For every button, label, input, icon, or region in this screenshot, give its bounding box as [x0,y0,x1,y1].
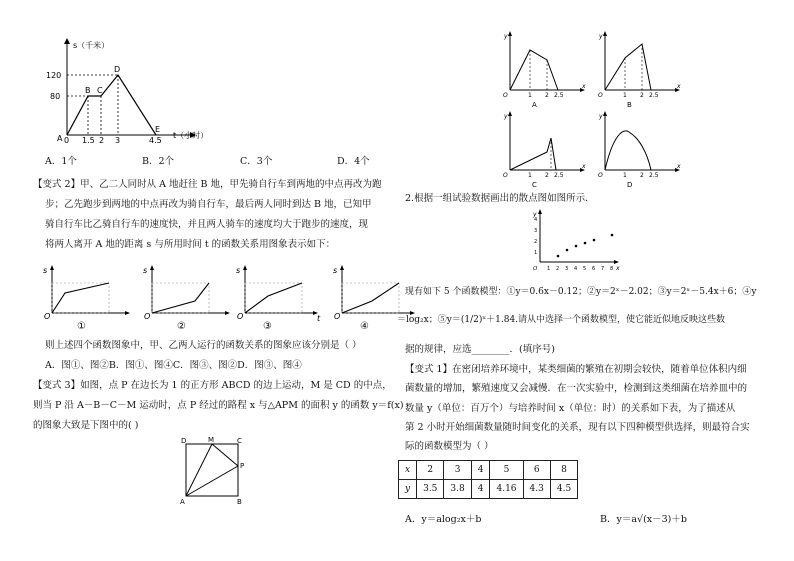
variant3-line-1: 【变式 3】如图，点 P 在边长为 1 的正方形 ABCD 的边上运动，M 是 CD 的中点， [33,380,392,391]
choice-d-x: x [677,163,681,170]
choice-d-tick-1: 1 [623,172,627,179]
choice-c-tick-1: 1 [528,172,532,179]
choice-a-tick-2: 2 [545,92,549,99]
table-cell: 4.5 [550,480,577,499]
choice-c-origin: O [503,172,508,179]
scatter-xtick-2: 2 [556,266,560,272]
table-row [399,480,578,499]
variant3-line-2: 则当 P 沿 A－B－C－M 运动时，点 P 经过的路程 x 与△APM 的面积 y 的函数 y＝f(x) [33,400,404,411]
scatter-xtick-6: 6 [592,266,596,272]
choice-b-tick-2.5: 2.5 [649,92,659,99]
square-label-B: B [237,498,242,506]
choice-d-origin: O [598,172,603,179]
distance-time-graph [40,35,209,150]
square-label-D: D [181,437,187,445]
choice-b-tick-1: 1 [623,92,627,99]
choice-graph-a [500,30,590,108]
scatter-ytick-2: 2 [534,239,538,245]
table-cell: 2 [417,461,444,480]
variant2-graph-3-s: s [236,266,241,275]
choice-b-y: y [599,33,603,40]
choice-graph-d [595,110,685,188]
graph1-ylabel: s（千米） [73,41,110,50]
choice-a-origin: O [503,92,508,99]
variant2-graph-1 [40,263,135,333]
graph1-xtick-2: 2 [99,136,105,145]
table-cell: 4.16 [490,480,523,499]
table-row [399,461,578,480]
scatter-xtick-7: 7 [601,266,605,272]
table-cell: 3.8 [444,480,471,499]
variant2-line-2: 步；乙先跑步到两地的中点再改为骑自行车，最后两人同时到达 B 地，已知甲 [45,199,372,210]
option-1-a: A．1个 [45,156,77,167]
choice-a-tick-1: 1 [528,92,532,99]
square-abcd-figure [178,436,248,508]
graph1-ytick-120: 120 [46,71,62,80]
variant1-option-a: A．y＝alog₂x＋b [405,514,482,525]
graph1-point-C: C [97,86,103,95]
graph1-ytick-80: 80 [50,92,61,101]
square-label-M: M [208,436,215,444]
graph1-point-B: B [85,86,91,95]
variant2-line-4: 将两人离开 A 地的距离 s 与所用时间 t 的函数关系用图象表示如下： [45,239,336,250]
graph1-point-D: D [114,65,121,74]
variant1-line-4: 第 2 小时开始细菌数量随时间变化的关系，现有以下四种模型供选择，则最符合实 [405,422,750,433]
variant2-graph-3-origin: O [237,312,244,321]
graph1-xtick-0: 0 [64,136,70,145]
variant2-graph-4-s: s [333,266,338,275]
scatter-xtick-8: 8 [610,266,614,272]
choice-graph-b [595,30,685,108]
choice-a-y: y [504,33,508,40]
variant1-line-5: 际的函数模型为（ ） [405,441,494,452]
q2-models-line-2: ＝log₂x；⑤y＝(1/2)ˣ＋1.84.请从中选择一个函数模型，使它能近似地反映这些数 [397,315,726,325]
square-label-P: P [240,462,245,470]
graph1-point-A: A [57,134,63,143]
choice-c-tick-2.5: 2.5 [554,172,564,179]
scatter-xtick-3: 3 [565,266,569,272]
table-cell: 4 [471,480,490,499]
choice-c-y: y [504,113,508,120]
table-cell: 8 [550,461,577,480]
scatter-x: x [616,265,620,272]
choice-a-tick-2.5: 2.5 [554,92,564,99]
variant2-graph-3-t: t [317,314,321,323]
bacteria-data-table [398,460,578,499]
choice-d-y: y [599,113,603,120]
graph1-xtick-4.5: 4.5 [149,136,162,145]
variant2-graph-1-label: ① [77,321,86,332]
choice-a-label: A [532,101,537,109]
variant1-line-3: 数量 y（单位：百万个）与培养时间 x（单位：时）的关系如下表，为了描述从 [405,403,736,414]
choice-a-x: x [582,83,586,90]
option-1-c: C．3个 [240,156,273,167]
variant2-graph-1-origin: O [44,312,51,321]
scatter-ytick-4: 4 [534,217,538,223]
choice-d-tick-2.5: 2.5 [649,172,659,179]
option-1-d: D．4个 [337,156,370,167]
table-cell: 4.3 [523,480,550,499]
table-cell: x [399,461,417,480]
scatter-origin: O [533,266,538,272]
choice-d-tick-2: 2 [640,172,644,179]
choice-b-origin: O [598,92,603,99]
q2-models-line-1: 现有如下 5 个函数模型：①y＝0.6x－0.12；②y＝2ˣ－2.02；③y＝2ˣ－5.4x＋6；④y [405,287,757,297]
q2-models-line-3: 据的规律，应选________．(填序号) [405,344,555,355]
choice-graph-c [500,110,590,188]
variant2-graph-4-label: ④ [360,321,369,332]
variant1-line-2: 菌数量的增加，繁殖速度又会减慢．在一次实验中，检测到这类细菌在培养皿中的 [405,383,748,394]
scatter-xtick-5: 5 [583,266,587,272]
variant3-line-3: 的图象大致是下图中的( ) [33,420,139,431]
variant2-graph-3 [233,263,328,333]
variant2-line-3: 骑自行车比乙骑自行车的速度快，并且两人骑车的速度均大于跑步的速度，现 [45,219,369,230]
scatter-y: y [533,211,537,218]
choice-c-label: C [532,181,537,189]
table-cell: 3 [444,461,471,480]
q2-intro: 2.根据一组试验数据画出的散点图如图所示． [405,193,595,204]
scatter-xtick-1: 1 [547,266,551,272]
choice-c-x: x [582,163,586,170]
square-label-A: A [180,498,185,506]
variant2-graph-2-origin: O [144,312,151,321]
variant2-graph-2-s: s [143,266,148,275]
choice-b-x: x [677,83,681,90]
choice-b-label: B [627,101,632,109]
graph1-xlabel: t（小时） [173,131,209,140]
variant2-graph-3-label: ③ [263,321,272,332]
variant2-graph-2 [140,263,235,333]
table-cell: 4 [471,461,490,480]
scatter-plot [528,208,623,276]
option-1-b: B．2个 [142,156,175,167]
variant2-graph-1-s: s [43,266,48,275]
graph1-xtick-1.5: 1.5 [82,136,95,145]
variant2-graph-4-origin: O [334,312,341,321]
choice-b-tick-2: 2 [640,92,644,99]
table-cell: 6 [523,461,550,480]
table-cell: 3.5 [417,480,444,499]
choice-c-tick-2: 2 [545,172,549,179]
scatter-xtick-4: 4 [574,266,578,272]
variant2-options: A．图①、图②B．图①、图④C．图③、图②D．图③、图④ [45,360,302,371]
choice-d-label: D [627,181,633,189]
scatter-ytick-1: 1 [534,250,538,256]
variant2-graph-2-label: ② [177,321,186,332]
variant1-line-1: 【变式 1】在密闭培养环境中，某类细菌的繁殖在初期会较快，随着单位体积内细 [405,364,747,375]
variant1-option-b: B．y＝a√(x－3)＋b [600,514,687,525]
square-label-C: C [237,437,242,445]
graph1-point-E: E [155,125,161,134]
scatter-ytick-3: 3 [534,228,538,234]
variant2-line-1: 【变式 2】甲、乙二人同时从 A 地赶往 B 地，甲先骑自行车到两地的中点再改为跑 [33,179,382,190]
variant2-question: 则上述四个函数图象中，甲、乙两人运行的函数关系的图象应该分别是（ ） [45,340,362,351]
table-cell: y [399,480,417,499]
table-cell: 5 [490,461,523,480]
graph1-xtick-3: 3 [115,136,121,145]
